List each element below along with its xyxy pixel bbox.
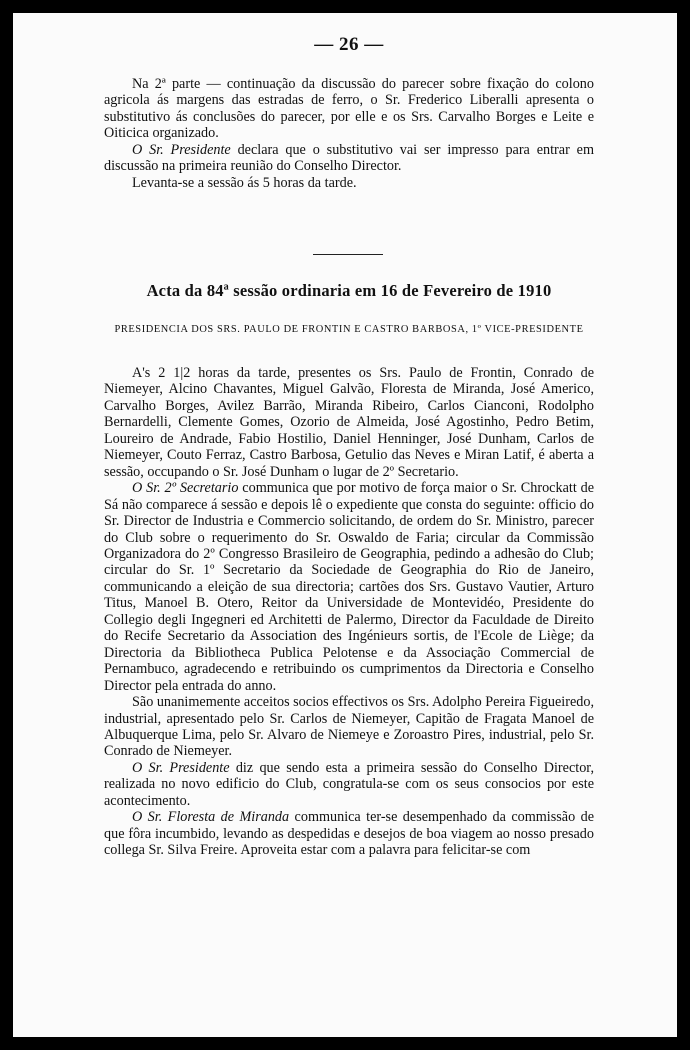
speaker: O Sr. Floresta de Miranda bbox=[132, 809, 290, 826]
document-page bbox=[13, 13, 677, 1037]
page-number: — 26 — bbox=[314, 34, 384, 55]
paragraph-text: São unanimemente acceitos socios effectivos os Srs. Adolpho Pereira Figueiredo, industrial, apresentado pelo Sr. Carlos de Niemeyer, Capitão de Fragata Manoel de Albuquerque Lima, pelo Sr. Alvaro de Niemeye e Zoroastro Pires, industrial, pelo Sr. Conrado de Niemeyer. bbox=[104, 694, 594, 760]
speaker: O Sr. 2º Secretario bbox=[132, 480, 239, 497]
paragraph-text: communica que por motivo de força maior o Sr. Chrockatt de Sá não comparece á sessão e depois lê o expediente que consta do seguinte: officio do Sr. Director de Industria e Commercio solicitando, de ordem do Sr. Ministro, parecer do Club sobre o requerimento do Sr. Oswaldo de Faria; circular da Commissão Organizadora do 2º Congresso Brasileiro de Geographia, pedindo a adhesão do Club; circular do Sr. 1º Secretario da Sociedade de Geographia do Rio de Janeiro, communicando a eleição de sua directoria; cartões dos Srs. Gustavo Vautier, Arturo Titus, Manoel B. Otero, Reitor da Universidade de Montevidéo, Presidente do Collegio degli Ingegneri ed Architetti de Palermo, Director da Faculdade de Direito do Recife Secretario da Association des Ingénieurs sortis, de l'Ecole de Liège; da Directoria da Bibliotheca Publica Pelotense e da Associação Commercial de Pernambuco, agradecendo e retribuindo os cumprimentos da Directoria e Conselho Director pela entrada do anno. bbox=[104, 480, 594, 694]
paragraph-text: Na 2ª parte — continuação da discussão do parecer sobre fixação do colono agricola ás margens das estradas de ferro, o Sr. Frederico Liberalli apresenta o substitutivo ás conclusões do parecer, por elle e os Srs. Carvalho Borges e Leite e Oiticica organizado. bbox=[104, 76, 594, 142]
paragraph bbox=[104, 694, 594, 760]
paragraph bbox=[104, 175, 594, 191]
previous-session-continuation bbox=[104, 76, 594, 191]
session-title: Acta da 84ª sessão ordinaria em 16 de Fevereiro de 1910 bbox=[146, 281, 552, 300]
speaker: O Sr. Presidente bbox=[132, 759, 230, 776]
presidency-line: PRESIDENCIA DOS SRS. PAULO DE FRONTIN E CASTRO BARBOSA, 1º VICE-PRESIDENTE bbox=[114, 324, 584, 335]
paragraph-text: declara que o substitutivo vai ser impresso para entrar em discussão na primeira reunião do Conselho Director. bbox=[104, 141, 594, 175]
paragraph-text: Levanta-se a sessão ás 5 horas da tarde. bbox=[132, 174, 357, 191]
speaker: O Sr. Presidente bbox=[132, 141, 231, 158]
paragraph-text: A's 2 1|2 horas da tarde, presentes os Srs. Paulo de Frontin, Conrado de Niemeyer, Alcino Chavantes, Miguel Galvão, Floresta de Miranda, José Americo, Carvalho Borges, Avilez Barrão, Miranda Ribeiro, Carlos Cianconi, Rodolpho Bernardelli, Clemente Gomes, Ozorio de Almeida, José Agostinho, Pedro Betim, Loureiro de Andrade, Fabio Hostilio, Daniel Henninger, José Dunham, Carlos de Niemeyer, Couto Ferraz, Castro Barbosa, Getulio das Neves e Miran Latif, é aberta a sessão, occupando o Sr. José Dunham o lugar de 2º Secretario. bbox=[104, 365, 594, 480]
paragraph bbox=[104, 365, 594, 480]
session-minutes bbox=[104, 365, 594, 859]
section-divider bbox=[313, 254, 383, 255]
paragraph bbox=[104, 76, 594, 142]
paragraph bbox=[104, 142, 594, 175]
paragraph bbox=[104, 760, 594, 809]
paragraph-text: diz que sendo esta a primeira sessão do Conselho Director, realizada no novo edificio do Club, congratula-se com os seus consocios por este acontecimento. bbox=[104, 759, 594, 809]
paragraph bbox=[104, 480, 594, 694]
paragraph bbox=[104, 809, 594, 858]
paragraph-text: communica ter-se desempenhado da commissão de que fôra incumbido, levando as despedidas e desejos de boa viagem ao nosso presado collega Sr. Silva Freire. Aproveita estar com a palavra para felicitar-se com bbox=[104, 809, 594, 859]
